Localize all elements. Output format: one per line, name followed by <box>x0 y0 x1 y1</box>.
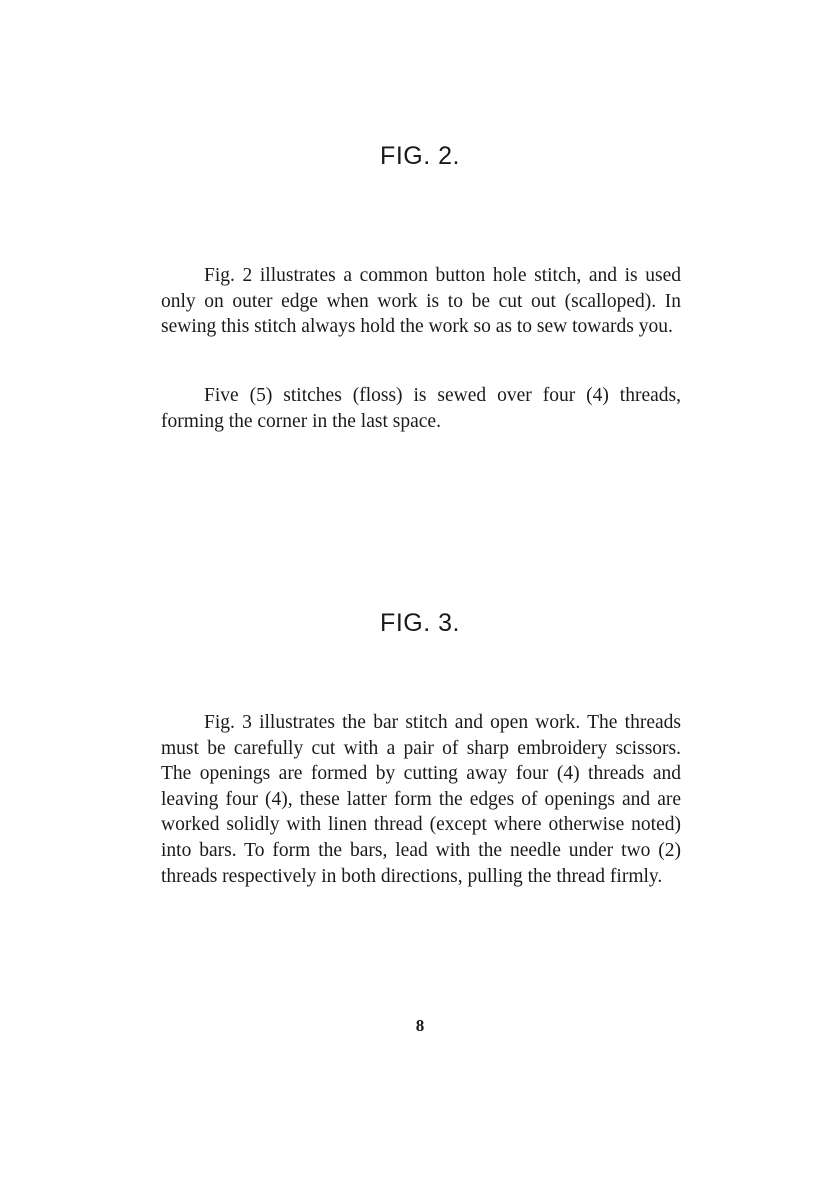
fig-2-paragraph-1: Fig. 2 illustrates a common button hole stitch, and is used only on outer edge when work is to be cut out (scalloped). In sewing this stitch always hold the work so as to sew towards you. <box>161 265 681 338</box>
page-number: 8 <box>415 1016 425 1035</box>
fig-2-heading: FIG. 2. <box>380 142 460 170</box>
fig-2-paragraph-2: Five (5) stitches (floss) is sewed over four (4) threads, forming the corner in the last space. <box>161 385 681 432</box>
fig-3-paragraph-1: Fig. 3 illustrates the bar stitch and open work. The threads must be carefully cut with a pair of sharp embroidery scissors. The openings are formed by cutting away four (4) threads and leaving four (4), these latter form the edges of openings and are worked solidly with linen thread (except where otherwise noted) into bars. To form the bars, lead with the needle under two (2) threads respectively in both directions, pulling the thread firmly. <box>161 712 681 887</box>
fig-3-heading: FIG. 3. <box>380 609 460 637</box>
